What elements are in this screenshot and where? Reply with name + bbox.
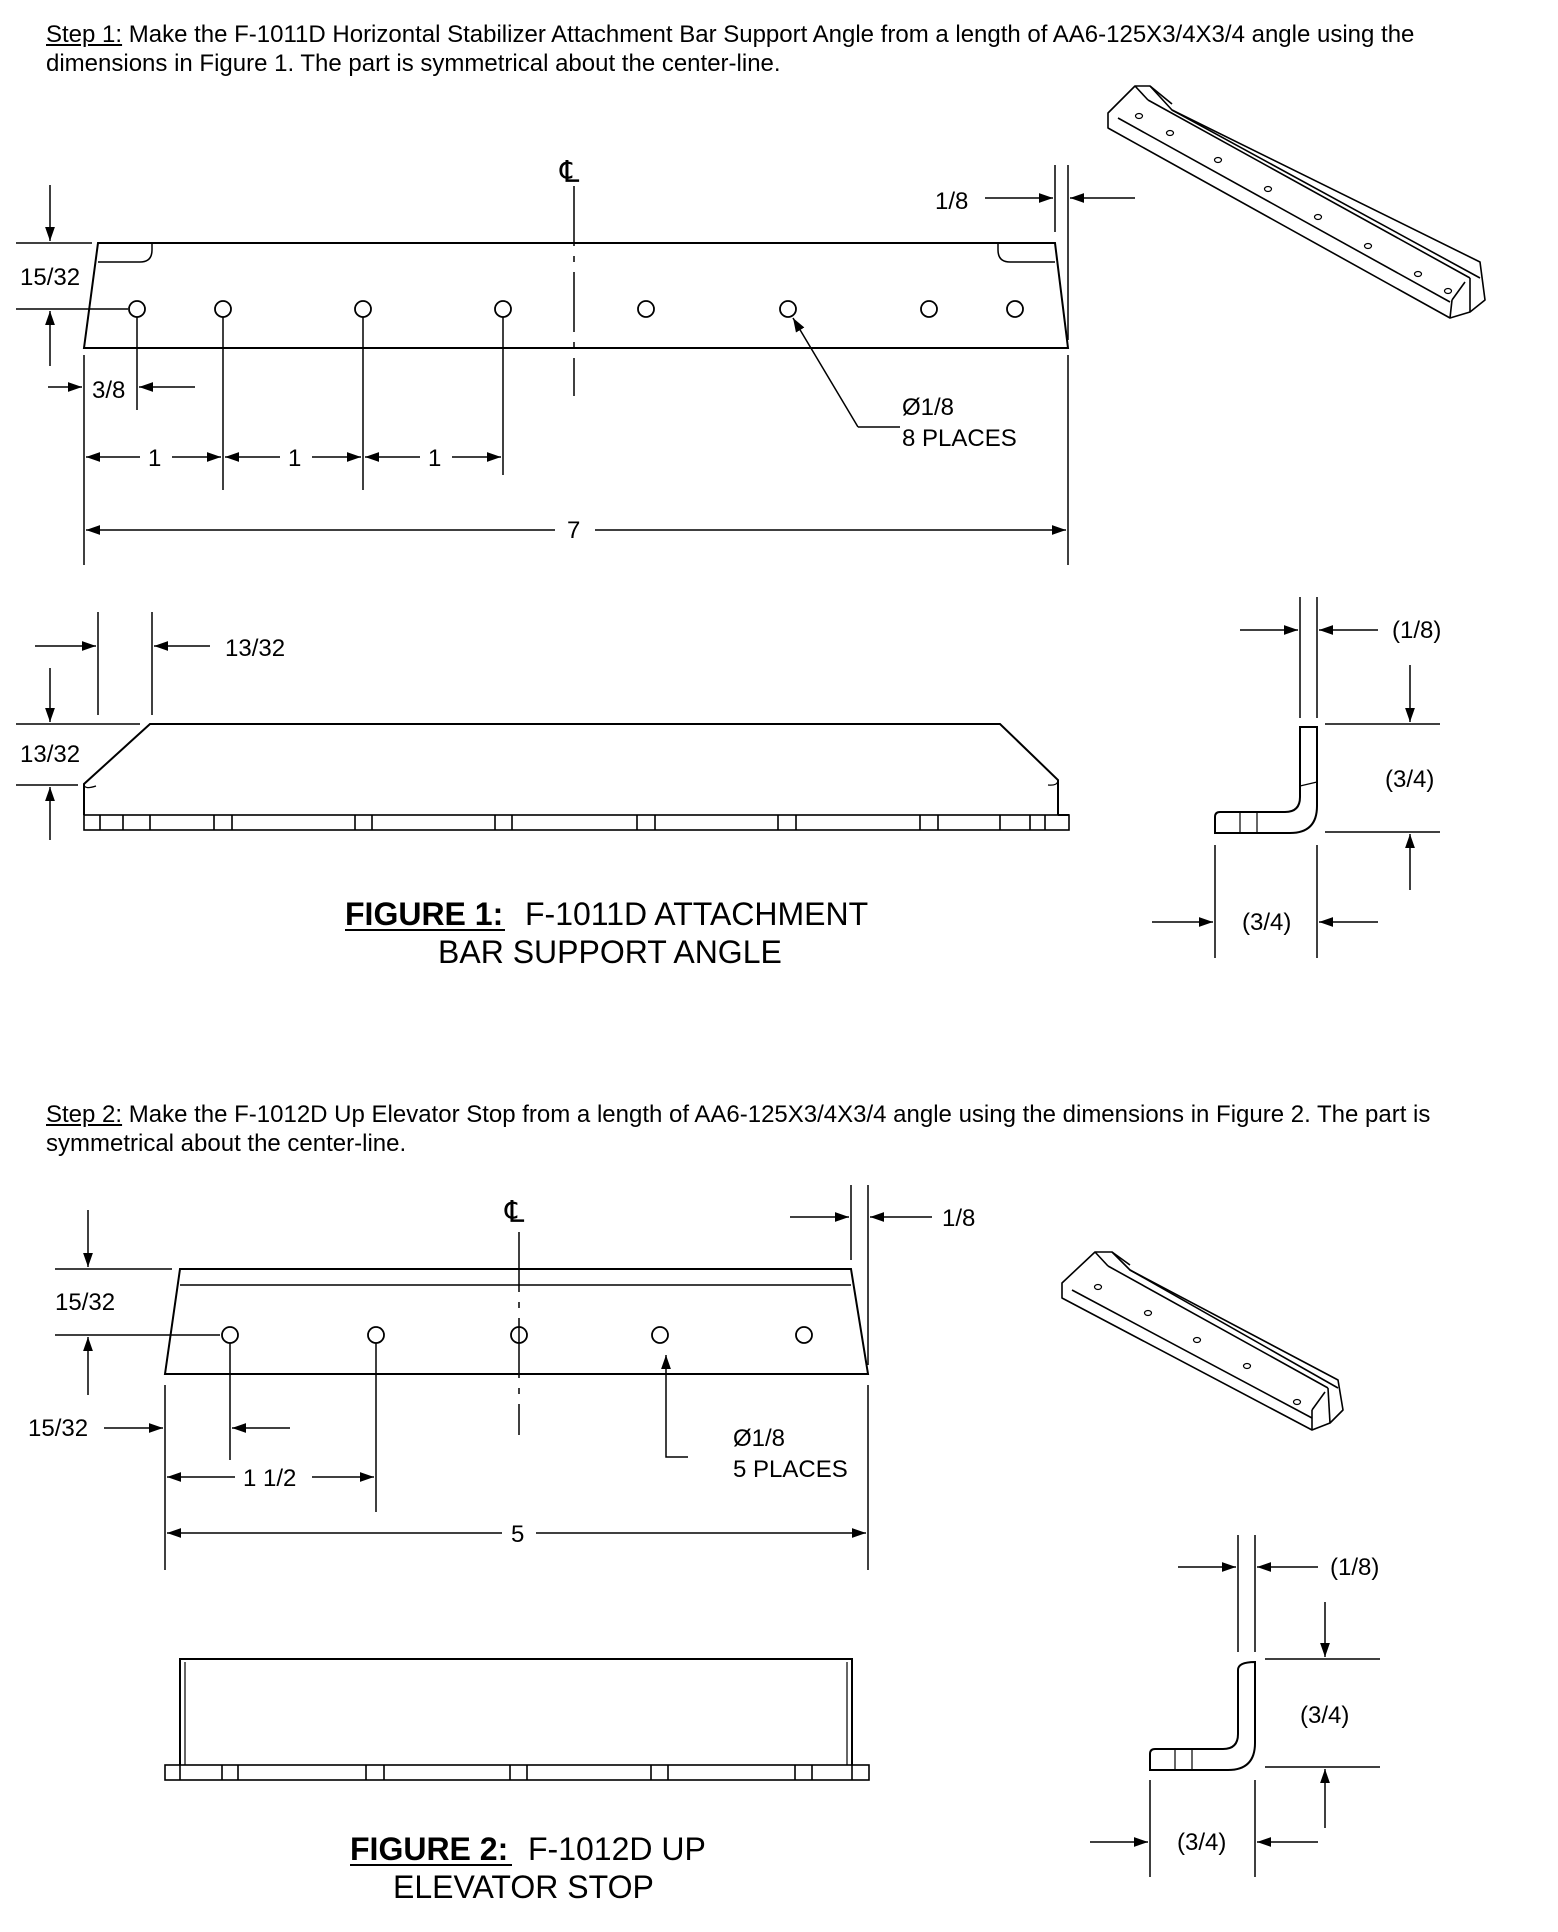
figure1-length-dim: 7	[567, 517, 581, 544]
figure1-label: FIGURE 1:	[345, 896, 504, 932]
figure2-label: FIGURE 2:	[350, 1831, 509, 1867]
figure2-top-dimensions	[55, 1185, 932, 1570]
figure2-hole	[222, 1327, 238, 1343]
figure1-taper-height-dim: 13/32	[20, 741, 81, 768]
figure1-hole	[1007, 301, 1023, 317]
figure1-thickness-dim: (1/8)	[1392, 617, 1442, 644]
figure1-end-cut-dim: 1/8	[935, 188, 969, 215]
figure1-title-line2: BAR SUPPORT ANGLE	[438, 934, 782, 970]
figure1-front-view	[84, 724, 1069, 830]
figure2-leg-horizontal-dim: (3/4)	[1177, 1829, 1227, 1856]
figure2-length-dim: 5	[511, 1521, 525, 1548]
figure2-hole	[368, 1327, 384, 1343]
figure1-hole-count: 8 PLACES	[902, 425, 1017, 452]
figure2-hole-dia: Ø1/8	[733, 1425, 786, 1452]
figure1-isometric-view	[1108, 86, 1485, 318]
figure1-spacing-a: 1	[148, 445, 162, 472]
figure1-hole-dia: Ø1/8	[902, 394, 955, 421]
figure1-leg-vertical-dim: (3/4)	[1385, 766, 1435, 793]
figure1-top-view	[84, 186, 1068, 396]
step2-label: Step 2:	[46, 1101, 123, 1128]
figure2-thickness-dim: (1/8)	[1330, 1554, 1380, 1581]
figure1-hole	[215, 301, 231, 317]
figure1-spacing-b: 1	[288, 445, 302, 472]
figure2-hole-edge-dim: 15/32	[28, 1415, 89, 1442]
figure1-centerline-symbol: ℄	[560, 156, 580, 189]
figure1-hole	[355, 301, 371, 317]
figure1-hole	[780, 301, 796, 317]
figure1-spacing-c: 1	[428, 445, 442, 472]
figure1-title-line1: F-1011D ATTACHMENT	[525, 896, 869, 932]
figure2-hole	[652, 1327, 668, 1343]
figure2-top-view	[165, 1232, 868, 1435]
figure2-end-view	[1150, 1662, 1255, 1770]
step1-label: Step 1:	[46, 21, 123, 48]
figure2-hole	[796, 1327, 812, 1343]
figure2-height-dim: 15/32	[55, 1289, 116, 1316]
figure1-hole	[638, 301, 654, 317]
figure1-height-dim: 15/32	[20, 264, 81, 291]
figure1-top-dimensions	[16, 165, 1135, 565]
figure1-hole	[495, 301, 511, 317]
figure1-end-view	[1215, 727, 1317, 833]
figure2-spacing-dim: 1 1/2	[243, 1465, 297, 1492]
figure2-hole-count: 5 PLACES	[733, 1456, 848, 1483]
figure1-taper-width-dim: 13/32	[225, 635, 286, 662]
figure1-front-dimensions	[16, 612, 210, 840]
step2-text: Make the F-1012D Up Elevator Stop from a length of AA6-125X3/4X3/4 angle using the dimensions in Figure 2. The part is symmetrical about the center-line.	[46, 1101, 1431, 1157]
figure1-part-outline	[84, 243, 1068, 348]
figure2-isometric-view	[1062, 1252, 1343, 1430]
figure1-hole	[921, 301, 937, 317]
figure1-flange-line-left	[98, 243, 152, 262]
figure2-centerline-symbol: ℄	[505, 1196, 525, 1229]
figure2-leg-vertical-dim: (3/4)	[1300, 1702, 1350, 1729]
figure2-title-line2: ELEVATOR STOP	[393, 1869, 654, 1905]
figure2-end-cut-dim: 1/8	[942, 1205, 976, 1232]
step1-text: Make the F-1011D Horizontal Stabilizer Attachment Bar Support Angle from a length of AA6-125X3/4X3/4 angle using the dimensions in Figure 1. The part is symmetrical about the center-line.	[46, 21, 1415, 77]
figure1-leg-horizontal-dim: (3/4)	[1242, 909, 1292, 936]
figure2-front-view	[165, 1659, 869, 1780]
figure2-title-line1: F-1012D UP	[528, 1831, 706, 1867]
figure1-flange-line-right	[998, 243, 1055, 262]
figure1-hole	[129, 301, 145, 317]
figure1-hole-edge-dim: 3/8	[92, 377, 126, 404]
